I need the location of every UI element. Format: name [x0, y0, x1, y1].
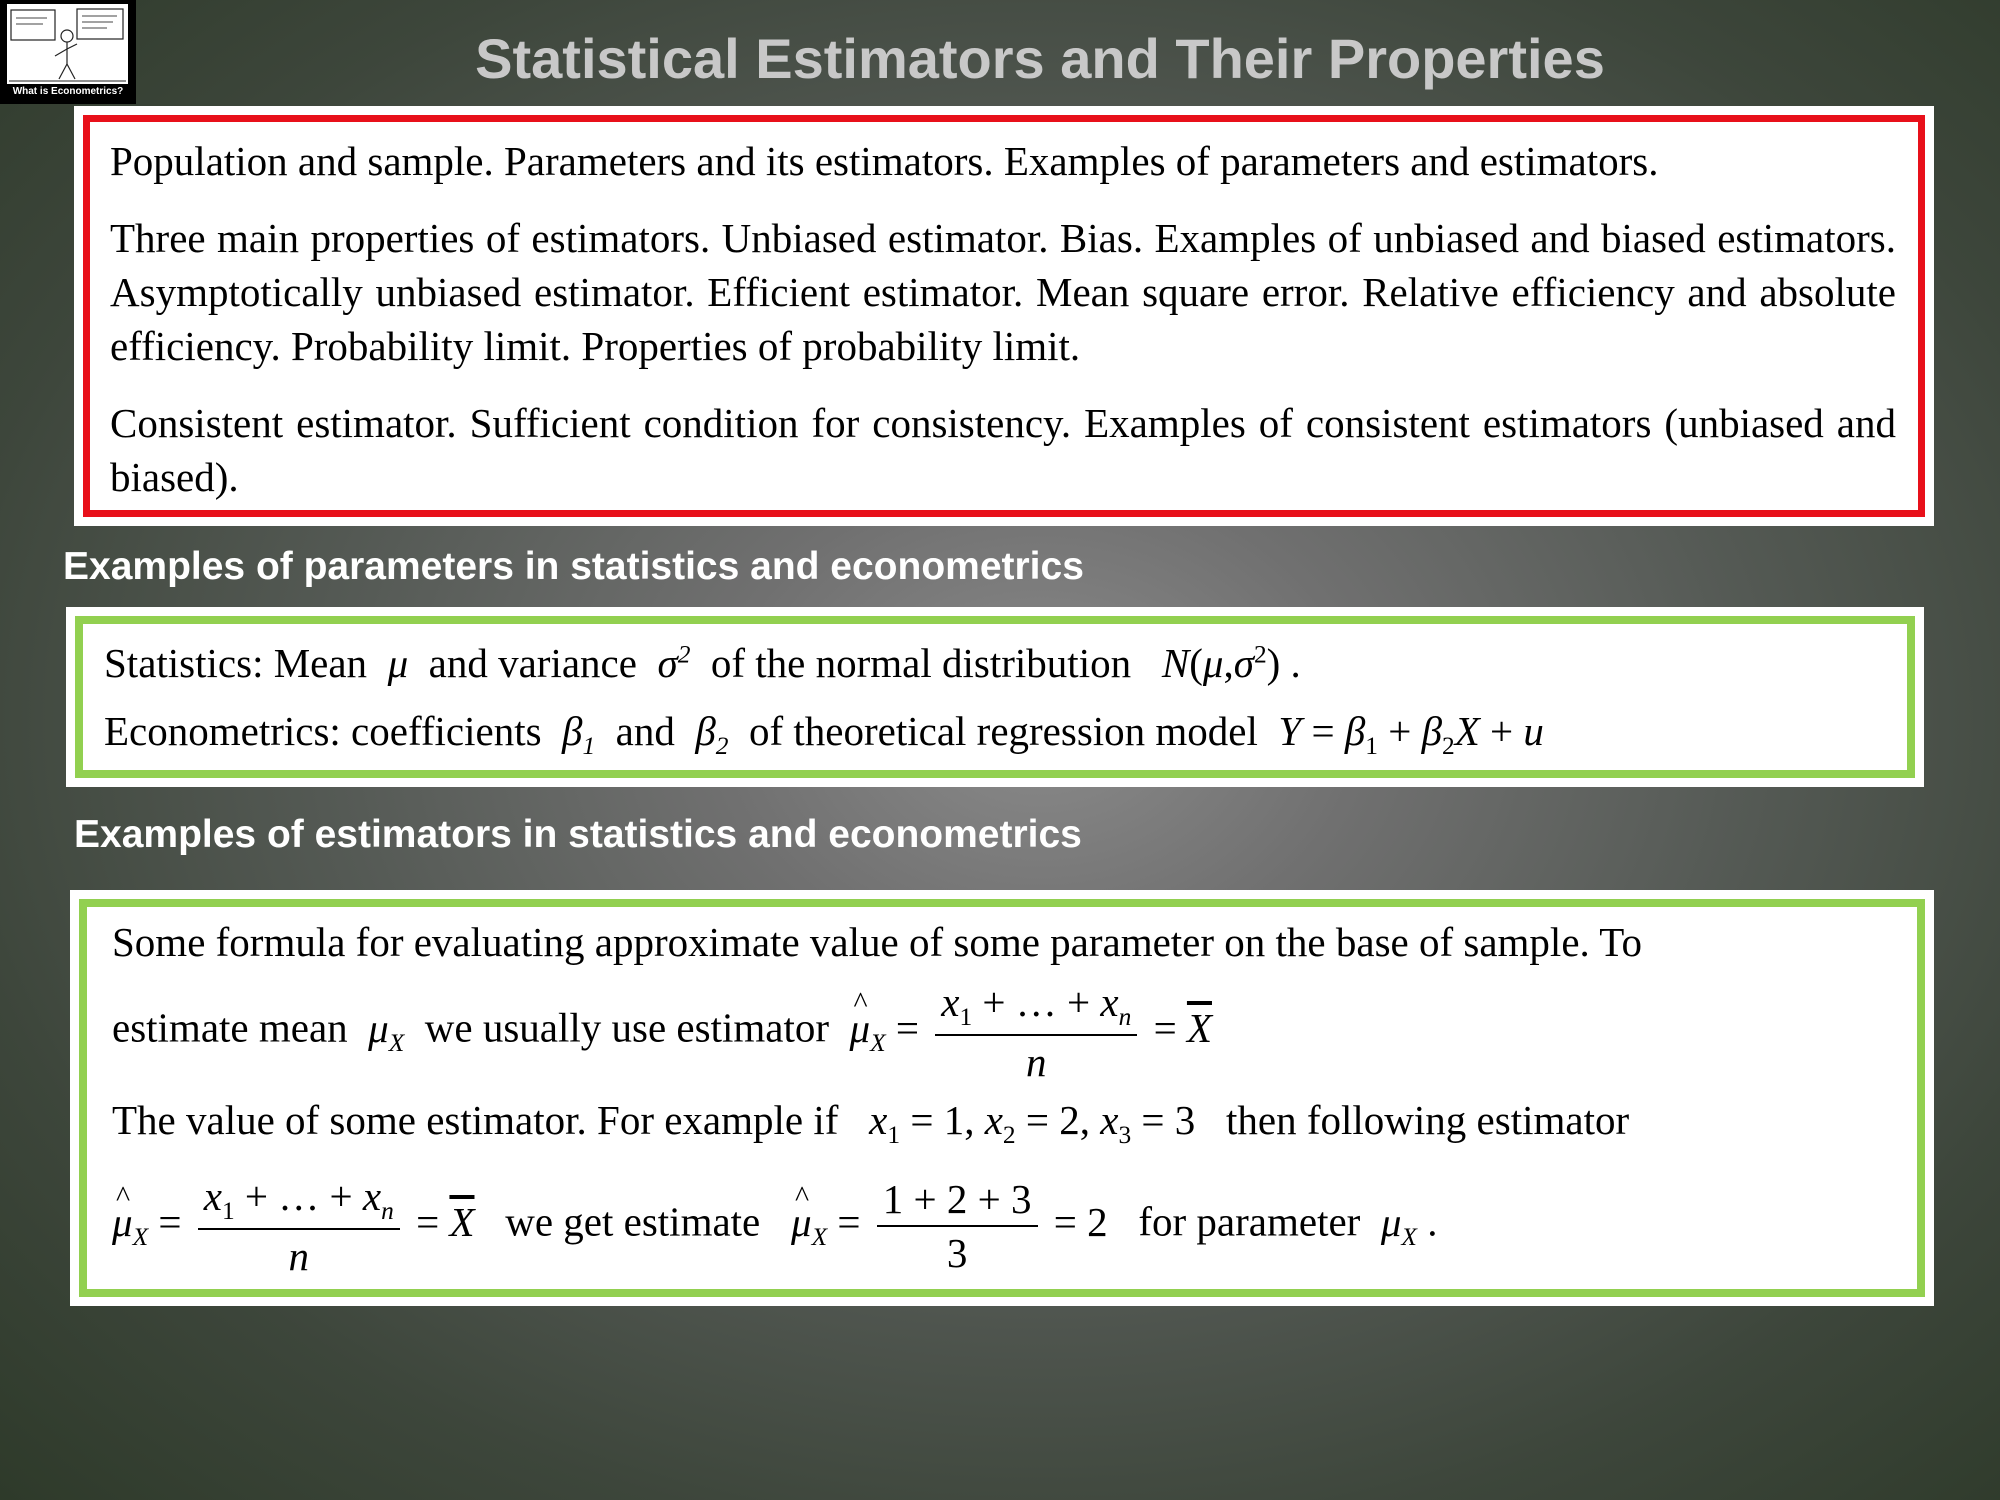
topics-paragraph: Three main properties of estimators. Unbiased estimator. Bias. Examples of unbiased and biased estimators. Asymptotically unbiased estimator. Efficient estimator. Mean square error. Relative efficiency and absolute efficiency. Probability limit. Properties of probability limit. [110, 215, 1896, 369]
math-sigma-squared: $\sigma^2$ [647, 640, 691, 686]
period: . [1416, 1198, 1438, 1245]
example-value-line [112, 1096, 1629, 1150]
estimators-panel [70, 890, 1934, 1306]
topics-panel [74, 106, 1934, 526]
estimators-heading: Examples of estimators in statistics and econometrics [74, 813, 1082, 856]
econometrics-line [104, 707, 1544, 761]
math-regression-model: $Y = \beta_1 + \beta_2X + u$ [1278, 708, 1544, 761]
econometrics-text: and [615, 708, 675, 754]
econometrics-text: Econometrics: coefficients [104, 708, 542, 754]
statistics-line [104, 639, 1301, 687]
math-normal-distribution: $N(\mu,\sigma^2)$ . [1161, 640, 1301, 686]
parameters-heading: Examples of parameters in statistics and econometrics [63, 545, 1084, 588]
math-estimator-formula: ^ $\mu_X$ = $\frac{x_1 + \dots + x_n}{n}$ = $\overline{X}$ [839, 1005, 1212, 1051]
math-estimator-formula: ^ $\mu_X$ = $\frac{x_1 + \dots + x_n}{n}$ = $\overline{X}$ [112, 1199, 495, 1245]
estimate-mean-line [112, 978, 1212, 1086]
statistics-text: and variance [428, 640, 637, 686]
math-beta1: $\beta_1$ [551, 708, 596, 761]
math-mu-x: $\mu_X$ [357, 1004, 405, 1057]
math-estimate-value: ^ $\mu_X$ = $\frac{1 + 2 + 3}{3}$ = 2 [771, 1199, 1129, 1245]
statistics-text: Statistics: Mean [104, 640, 368, 686]
estimator-text: we usually use estimator [424, 1004, 829, 1051]
econometrics-text: of theoretical regression model [749, 708, 1258, 754]
estimator-definition-line: Some formula for evaluating approximate value of some parameter on the base of sample. To [112, 919, 1642, 965]
statistics-text: of the normal distribution [710, 640, 1132, 686]
estimator-text: for parameter [1138, 1198, 1361, 1245]
estimator-text: then following estimator [1226, 1097, 1630, 1143]
topics-paragraph: Consistent estimator. Sufficient condition for consistency. Examples of consistent estimators (unbiased and biased). [110, 400, 1896, 500]
cartoon-image [7, 4, 128, 84]
example-estimate-line [112, 1172, 1437, 1280]
math-mu: μ [377, 640, 419, 686]
math-sample-values: $x_1 = 1$, $x_2 = 2$, $x_3 = 3$ [869, 1097, 1216, 1150]
estimator-text: The value of some estimator. For example if [112, 1097, 839, 1143]
topics-paragraph: Population and sample. Parameters and its estimators. Examples of parameters and estimators. [110, 138, 1659, 184]
estimator-text: estimate mean [112, 1004, 348, 1051]
parameters-panel [66, 607, 1924, 787]
math-mu-x: $\mu_X$ [1370, 1198, 1417, 1251]
estimator-text: we get estimate [505, 1198, 761, 1245]
math-beta2: $\beta_2$ [685, 708, 729, 761]
logo-caption: What is Econometrics? [12, 86, 124, 97]
slide-title: Statistical Estimators and Their Properties [475, 27, 1605, 90]
logo [0, 0, 136, 104]
